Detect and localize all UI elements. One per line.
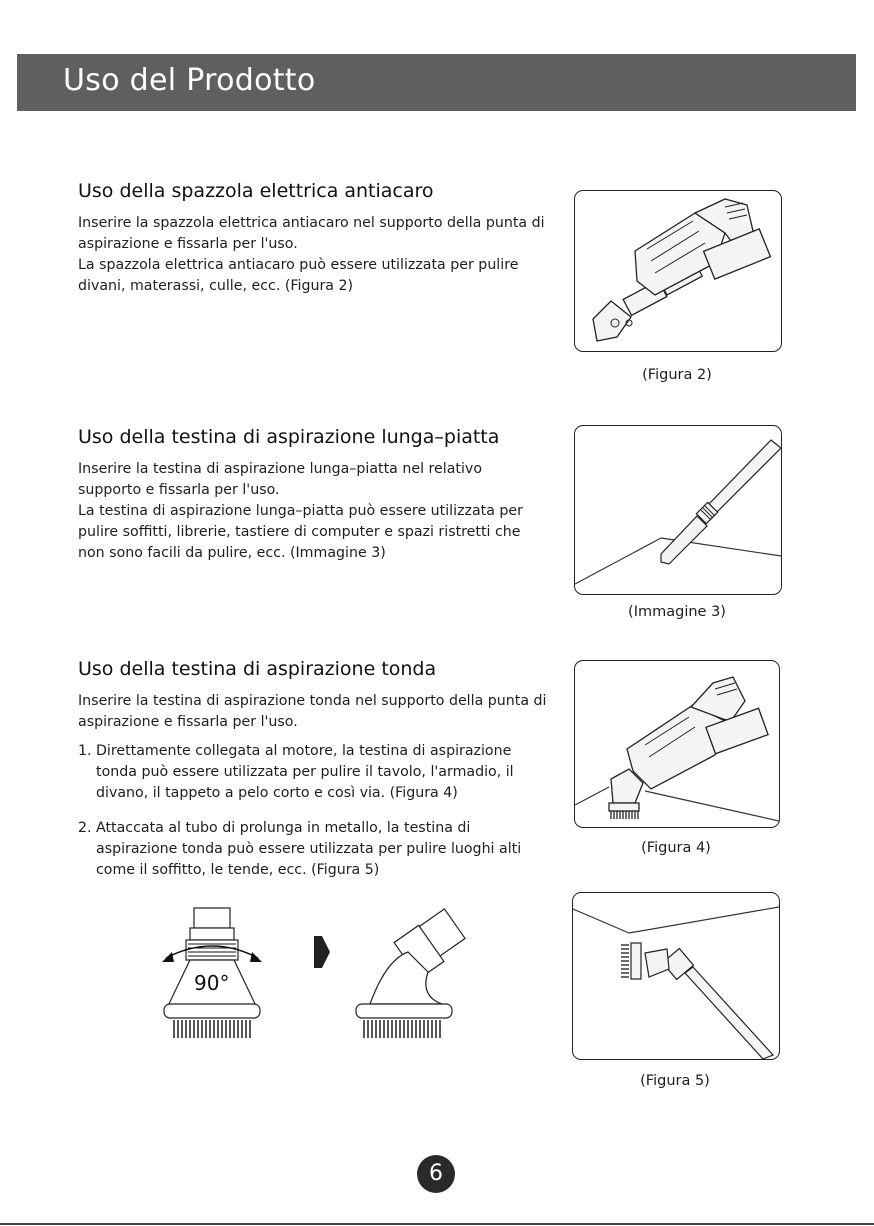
list-item	[78, 818, 548, 881]
section-antiacaro	[78, 180, 548, 297]
section-paragraph: Inserire la spazzola elettrica antiacaro nel supporto della punta di aspirazione e fissarla per l'uso.	[78, 215, 545, 252]
arrow-right-icon	[250, 952, 262, 962]
bristles-left	[174, 1020, 250, 1038]
list-item	[78, 741, 548, 804]
bristles-right	[364, 1020, 440, 1038]
figure-5-image	[572, 892, 780, 1060]
next-step-arrow-icon	[314, 936, 330, 968]
list-number: 2.	[78, 820, 92, 836]
rotation-angle-label: 90°	[194, 971, 230, 995]
section-title: Uso della spazzola elettrica antiacaro	[78, 180, 434, 202]
list-text: Direttamente collegata al motore, la testina di aspirazione tonda può essere utilizzata per pulire il tavolo, l'armadio, il divano, il tappeto a pelo corto e così via. (Figura 4)	[96, 743, 514, 801]
figure-2-image	[574, 190, 782, 352]
list-text: Attaccata al tubo di prolunga in metallo, la testina di aspirazione tonda può essere utilizzata per pulire luoghi alti come il soffitto, le tende, ecc. (Figura 5)	[96, 820, 522, 878]
section-tonda	[78, 658, 548, 895]
arrow-left-icon	[162, 952, 174, 962]
instruction-list	[78, 741, 548, 881]
brush-rotation-diagram	[150, 900, 470, 1050]
section-paragraph: La testina di aspirazione lunga–piatta può essere utilizzata per pulire soffitti, librerie, tastiere di computer e spazi ristretti che non sono facili da pulire, ecc. (Immagine 3)	[78, 503, 523, 561]
page-bottom-rule	[0, 1223, 874, 1225]
section-paragraph: La spazzola elettrica antiacaro può essere utilizzata per pulire divani, materassi, culle, ecc. (Figura 2)	[78, 257, 519, 294]
image-3-caption: (Immagine 3)	[628, 604, 726, 620]
figure-2-caption: (Figura 2)	[642, 367, 712, 383]
crevice-tool-illustration	[575, 426, 781, 594]
vacuum-round-brush-illustration	[575, 661, 779, 827]
section-title: Uso della testina di aspirazione tonda	[78, 658, 437, 680]
figure-4-caption: (Figura 4)	[641, 840, 711, 856]
page-header	[17, 54, 856, 111]
figure-4-image	[574, 660, 780, 828]
page-number-badge: 6	[417, 1155, 455, 1193]
section-paragraph: Inserire la testina di aspirazione lunga–piatta nel relativo supporto e fissarla per l'uso.	[78, 461, 483, 498]
list-number: 1.	[78, 743, 92, 759]
section-paragraph: Inserire la testina di aspirazione tonda nel supporto della punta di aspirazione e fissarla per l'uso.	[78, 693, 547, 730]
vacuum-antiacaro-illustration	[575, 191, 781, 351]
image-3-image	[574, 425, 782, 595]
section-title: Uso della testina di aspirazione lunga–piatta	[78, 426, 500, 448]
ceiling-brush-illustration	[573, 893, 779, 1059]
section-lunga-piatta	[78, 426, 548, 564]
page-title: Uso del Prodotto	[63, 63, 316, 98]
figure-5-caption: (Figura 5)	[640, 1073, 710, 1089]
